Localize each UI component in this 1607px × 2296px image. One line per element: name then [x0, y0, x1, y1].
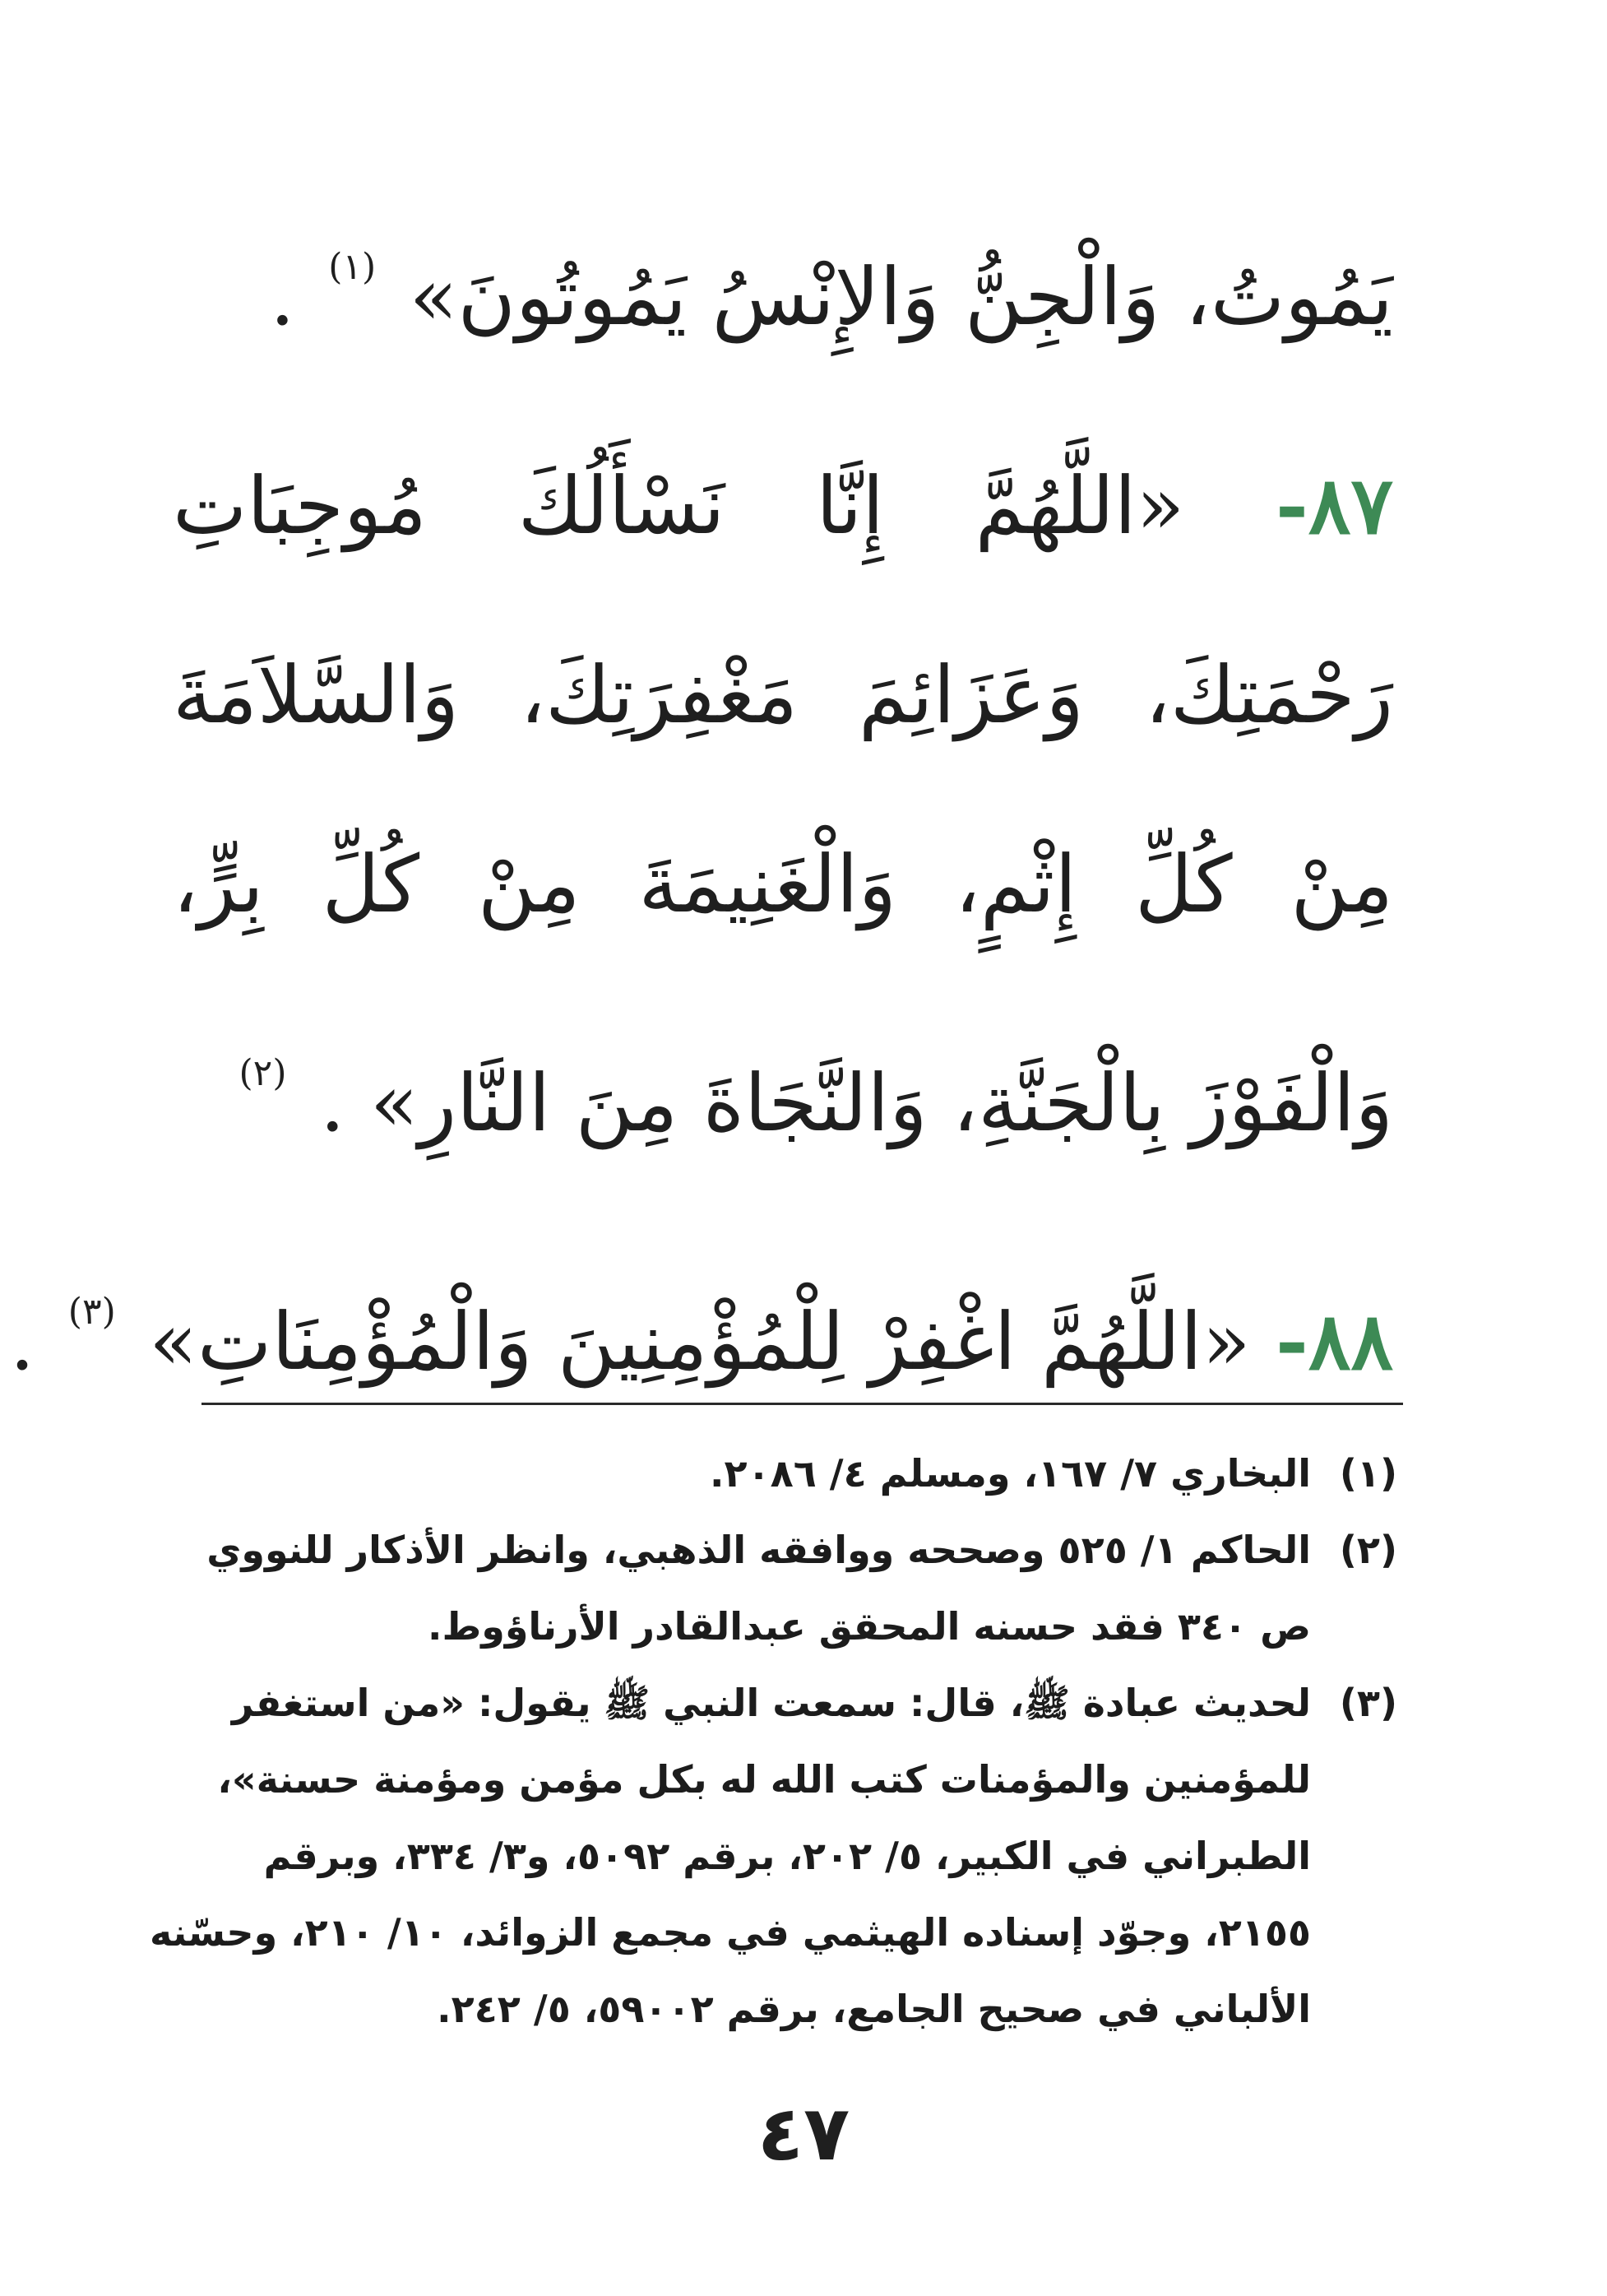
footnote-line: البخاري ٧/ ١٦٧، ومسلم ٤/ ٢٠٨٦. [710, 1451, 1311, 1496]
footnote-ref-1: (١) [328, 246, 377, 288]
footnote-line: ص ٣٤٠ فقد حسنه المحقق عبدالقادر الأرناؤوط. [427, 1604, 1311, 1649]
page-number: ٤٧ [757, 2090, 850, 2178]
footnote-line: الألباني في صحيح الجامع، برقم ٥٩٠٠٢، ٥/ ٢٤٢. [437, 1987, 1311, 2031]
footnote-separator [201, 1403, 1403, 1405]
footnote-body [169, 1512, 1311, 1665]
footnote-body [169, 1436, 1311, 1512]
dua-87-line-1 [173, 411, 1393, 601]
period: . [270, 251, 295, 343]
dua-87-line-4 [173, 979, 1393, 1168]
footnote-ref-3: (٣) [67, 1291, 116, 1333]
dua-87-text-3: مِنْ كُلِّ إِثْمٍ، وَالْغَنِيمَةَ مِنْ كُلِّ بِرٍّ، [173, 838, 1393, 930]
footnote-2 [169, 1512, 1397, 1665]
footnotes [149, 1436, 1397, 2048]
continuation-text: يَمُوتُ، وَالْجِنُّ وَالإِنْسُ يَمُوتُونَ» [409, 251, 1393, 343]
footnote-line: الحاكم ١/ ٥٢٥ وصححه ووافقه الذهبي، وانظر الأذكار للنووي [206, 1528, 1311, 1572]
dua-88-text: «اللَّهُمَّ اغْفِرْ لِلْمُؤْمِنِينَ وَالْمُؤْمِنَاتِ» [149, 1296, 1251, 1388]
dua-87-text-4: وَالْفَوْزَ بِالْجَنَّةِ، وَالنَّجَاةَ مِنَ النَّارِ» [370, 1057, 1393, 1149]
footnote-mark: (٢) [1339, 1528, 1397, 1572]
footnote-ref-2: (٢) [239, 1052, 287, 1094]
footnote-mark: (٣) [1339, 1681, 1397, 1725]
dua-87-text-2: رَحْمَتِكَ، وَعَزَائِمَ مَغْفِرَتِكَ، وَالسَّلاَمَةَ [173, 649, 1393, 741]
footnote-line: لحديث عبادة ﷺ، قال: سمعت النبي ﷺ يقول: «من استغفر [231, 1681, 1311, 1725]
main-text-block [9, 173, 1394, 1407]
footnote-line: للمؤمنين والمؤمنات كتب الله له بكل مؤمن ومؤمنة حسنة»، [217, 1757, 1311, 1802]
footnote-3 [149, 1665, 1397, 2048]
dua-number-88: ٨٨- [1276, 1295, 1393, 1388]
period: . [320, 1057, 345, 1149]
dua-87-line-3 [173, 790, 1393, 979]
dua-number-87: ٨٧- [1276, 459, 1394, 552]
text-line-continuation [173, 173, 1393, 362]
footnote-line: الطبراني في الكبير، ٥/ ٢٠٢، برقم ٥٠٩٢، و٣/ ٣٣٤، وبرقم [263, 1834, 1311, 1878]
footnote-mark: (١) [1339, 1451, 1397, 1496]
paragraph-spacer [173, 1168, 1393, 1218]
dua-88-line [9, 1218, 1393, 1407]
footnote-1 [169, 1436, 1397, 1512]
dua-87-text-1: «اللَّهُمَّ إِنَّا نَسْأَلُكَ مُوجِبَاتِ [173, 460, 1185, 552]
footnote-body [150, 1665, 1311, 2048]
paragraph-spacer [173, 362, 1393, 411]
footnote-line: ٢١٥٥، وجوّد إسناده الهيثمي في مجمع الزوائد، ١٠/ ٢١٠، وحسّنه [149, 1910, 1311, 1955]
dua-87-line-2 [173, 601, 1393, 790]
period: . [9, 1296, 35, 1388]
